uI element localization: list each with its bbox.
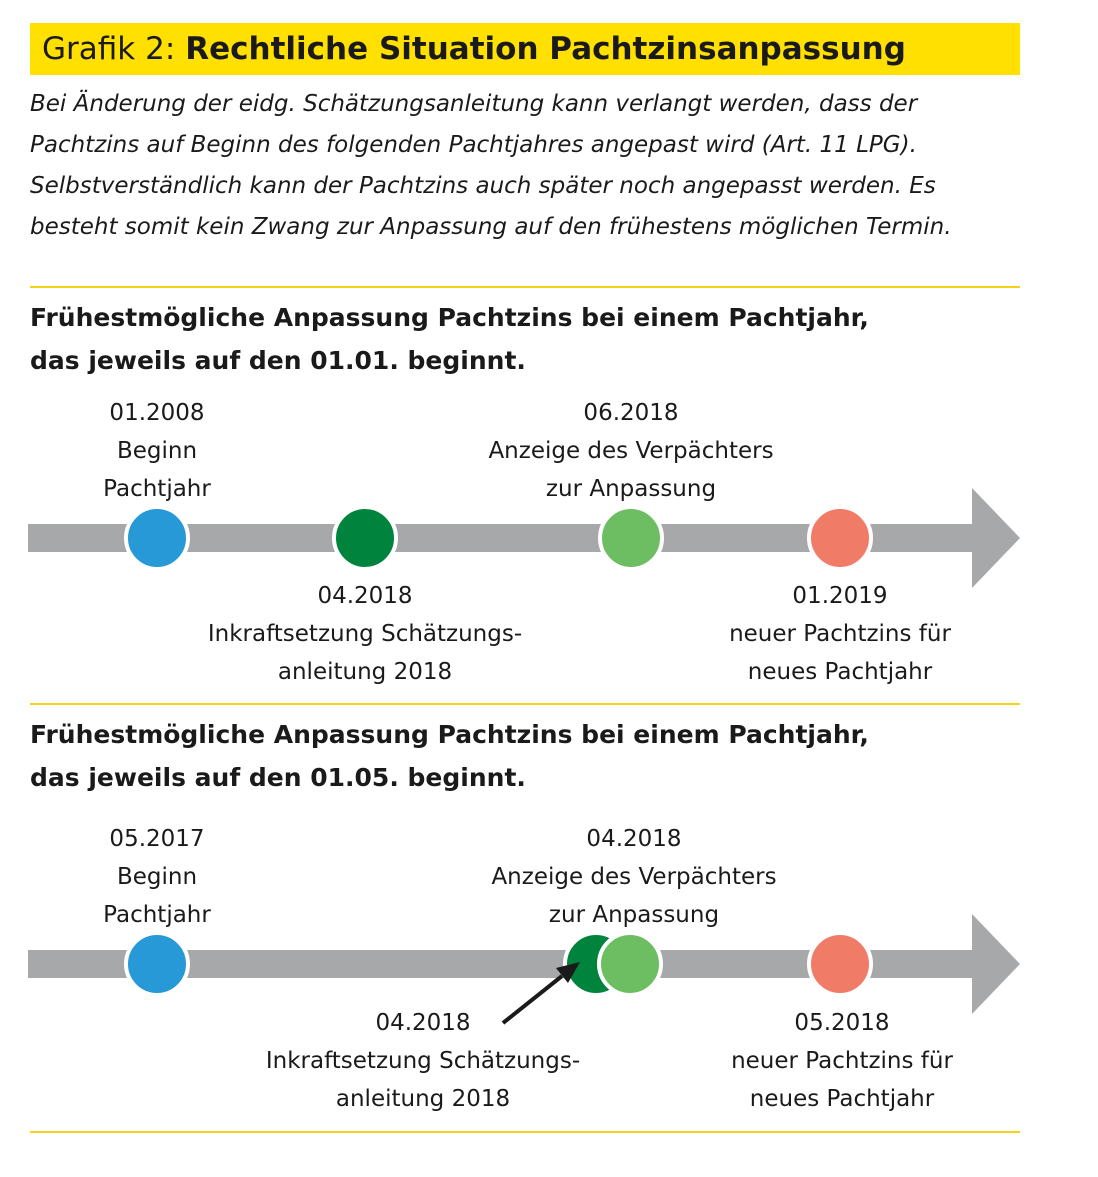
t1-label-4-date: 01.2019	[792, 583, 888, 609]
t2-label-4-line-2: neues Pachtjahr	[749, 1086, 935, 1112]
section-2-heading-line-1: Frühestmögliche Anpassung Pachtzins bei einem Pachtjahr,	[30, 720, 869, 749]
divider-rule-1	[30, 286, 1020, 288]
divider-rule-3	[30, 1131, 1020, 1133]
figure-title-bar	[30, 23, 1020, 75]
t2-label-3-line-2: zur Anpassung	[548, 902, 720, 928]
t1-label-4-line-1: neuer Pachtzins für	[729, 621, 951, 647]
t2-label-4-date: 05.2018	[794, 1010, 890, 1036]
t1-marker-2	[334, 507, 396, 569]
t2-label-3-line-1: Anzeige des Verpächters	[491, 864, 777, 890]
t2-marker-3	[599, 933, 661, 995]
t1-marker-4	[809, 507, 871, 569]
t1-label-3-line-1: Anzeige des Verpächters	[488, 438, 774, 464]
section-2-heading-line-2: das jeweils auf den 01.05. beginnt.	[30, 763, 526, 792]
t1-label-4-line-2: neues Pachtjahr	[747, 659, 933, 685]
figure-title: Rechtliche Situation Pachtzinsanpassung	[185, 31, 906, 67]
timeline-2-arrowhead	[972, 914, 1020, 1014]
timeline-1-arrowhead	[972, 488, 1020, 588]
t1-label-2	[208, 577, 522, 691]
t2-marker-1	[126, 933, 188, 995]
section-1-heading	[30, 296, 1020, 382]
t1-label-1-line-2: Pachtjahr	[103, 476, 211, 502]
section-1-heading-line-1: Frühestmögliche Anpassung Pachtzins bei einem Pachtjahr,	[30, 303, 869, 332]
t1-label-1-line-1: Beginn	[116, 438, 198, 464]
t2-label-1-line-1: Beginn	[116, 864, 198, 890]
section-1-heading-line-2: das jeweils auf den 01.01. beginnt.	[30, 346, 526, 375]
t2-label-3-date: 04.2018	[586, 826, 682, 852]
divider-rule-2	[30, 703, 1020, 705]
t1-label-2-line-2: anleitung 2018	[277, 659, 453, 685]
figure-title-prefix: Grafik 2:	[42, 31, 176, 67]
section-2-heading	[30, 713, 1020, 799]
t1-marker-3	[600, 507, 662, 569]
t1-label-2-line-1: Inkraftsetzung Schätzungs-	[207, 621, 523, 647]
t2-label-1-date: 05.2017	[109, 826, 205, 852]
t2-label-2	[266, 1004, 580, 1118]
t1-label-3-line-2: zur Anpassung	[545, 476, 717, 502]
t1-label-1-date: 01.2008	[109, 400, 205, 426]
t2-marker-4	[809, 933, 871, 995]
t2-label-4	[731, 1004, 953, 1118]
t2-label-2-line-2: anleitung 2018	[335, 1086, 511, 1112]
t2-label-2-line-1: Inkraftsetzung Schätzungs-	[265, 1048, 581, 1074]
intro-text: Bei Änderung der eidg. Schätzungsanleitung kann verlangt werden, dass der Pachtzins auf Beginn des folgenden Pachtjahres angepast wird (Art. 11 LPG). Selbstverständlich kann der Pachtzins auch später noch angepasst werden. Es besteht somit kein Zwang zur Anpassung auf den frühestens möglichen Termin.	[30, 91, 952, 240]
t1-marker-1	[126, 507, 188, 569]
t2-label-1-line-2: Pachtjahr	[103, 902, 211, 928]
t1-label-2-date: 04.2018	[317, 583, 413, 609]
t2-label-4-line-1: neuer Pachtzins für	[731, 1048, 953, 1074]
t2-label-2-date: 04.2018	[375, 1010, 471, 1036]
t1-label-3-date: 06.2018	[583, 400, 679, 426]
t1-label-4	[729, 577, 951, 691]
